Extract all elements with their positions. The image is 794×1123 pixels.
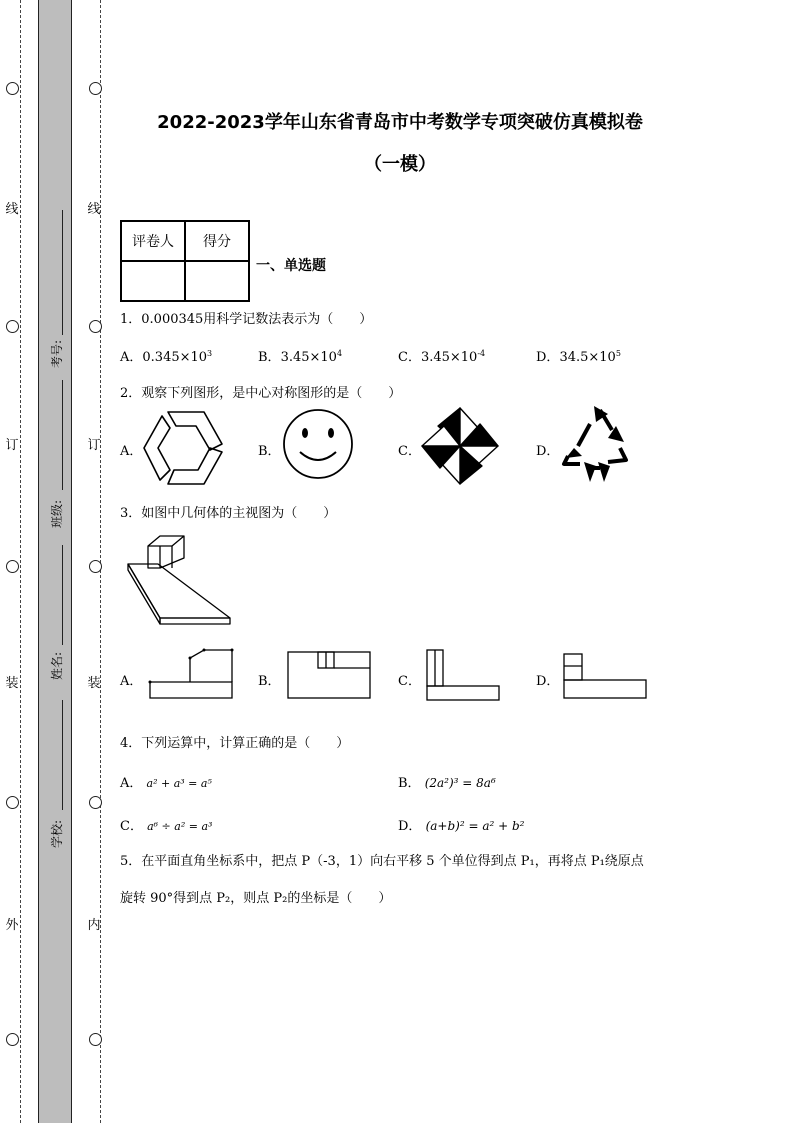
- question-1-option-d[interactable]: [536, 346, 621, 365]
- question-4-option-a[interactable]: [120, 772, 212, 791]
- binding-char-nei: 内: [87, 918, 101, 933]
- score-table-score-header: 得分: [185, 221, 249, 261]
- front-view-b-figure: [286, 650, 372, 700]
- binding-char-ding: 订: [87, 438, 101, 453]
- question-2-option-a[interactable]: A．: [120, 444, 143, 459]
- question-5-stem-line-1: 5．在平面直角坐标系中，把点 P（-3，1）向右平移 5 个单位得到点 P₁，再将点 P₁绕原点: [120, 854, 644, 869]
- smiley-face-figure: [282, 408, 354, 480]
- question-3-option-c[interactable]: C．: [398, 674, 421, 689]
- field-line-school[interactable]: [62, 700, 63, 810]
- option-label: D．: [398, 819, 422, 834]
- option-expression: a⁶ ÷ a² = a³: [147, 820, 213, 833]
- binding-dash-line-outer: [20, 0, 21, 1123]
- option-expression: (2a²)³ = 8a⁶: [424, 776, 496, 790]
- option-expression: (a+b)² = a² + b²: [425, 819, 525, 833]
- section-heading: 一、单选题: [256, 258, 326, 274]
- binding-hole: [89, 1033, 102, 1046]
- question-3-option-b[interactable]: B．: [258, 674, 281, 689]
- option-exponent: 4: [336, 349, 343, 358]
- binding-hole: [6, 1033, 19, 1046]
- question-5-stem-line-2: 旋转 90°得到点 P₂，则点 P₂的坐标是（ ）: [120, 891, 392, 906]
- score-table-score-cell[interactable]: [185, 261, 249, 301]
- binding-hole: [6, 320, 19, 333]
- front-view-d-figure: [562, 652, 648, 700]
- question-2-option-b[interactable]: B．: [258, 444, 281, 459]
- pinwheel-figure: [420, 406, 500, 486]
- solid-figure: [124, 530, 244, 634]
- question-3-option-a[interactable]: A．: [120, 674, 143, 689]
- front-view-c-figure: [425, 648, 501, 702]
- recycle-arrows-figure: [560, 404, 630, 486]
- question-1-option-c[interactable]: [398, 346, 485, 365]
- option-value: 0.345×10: [142, 350, 208, 365]
- option-label: A．: [120, 776, 143, 791]
- option-label: D．: [536, 350, 560, 365]
- question-3-option-d[interactable]: D．: [536, 674, 560, 689]
- binding-hole: [89, 796, 102, 809]
- option-expression: a² + a³ = a⁵: [146, 777, 212, 790]
- binding-hole: [89, 320, 102, 333]
- question-4-option-c[interactable]: [120, 815, 212, 834]
- binding-char-ding: 订: [5, 438, 19, 453]
- question-4-option-b[interactable]: [398, 772, 496, 791]
- option-label: C．: [398, 350, 421, 365]
- exam-title: 2022-2023学年山东省青岛市中考数学专项突破仿真模拟卷: [157, 112, 643, 133]
- question-2-stem: 2．观察下列图形，是中心对称图形的是（ ）: [120, 386, 402, 401]
- binding-hole: [6, 82, 19, 95]
- option-exponent: -4: [477, 349, 486, 358]
- question-1-stem: 1．0.000345用科学记数法表示为（ ）: [120, 312, 373, 327]
- field-label-name: 姓名:: [50, 651, 64, 680]
- binding-char-zhuang: 装: [87, 676, 101, 691]
- binding-hole: [6, 796, 19, 809]
- field-label-class: 班级:: [50, 499, 64, 528]
- binding-hole: [89, 82, 102, 95]
- option-label: C．: [120, 819, 143, 834]
- option-value: 3.45×10: [420, 350, 478, 365]
- binding-char-xian: 线: [5, 202, 19, 217]
- question-1-option-b[interactable]: [258, 346, 342, 365]
- binding-char-zhuang: 装: [5, 676, 19, 691]
- question-4-stem: 4．下列运算中，计算正确的是（ ）: [120, 736, 350, 751]
- exam-subtitle: （一模）: [364, 154, 436, 175]
- impossible-triangle-figure: [140, 408, 230, 488]
- field-line-class[interactable]: [62, 380, 63, 490]
- field-label-school: 学校:: [50, 819, 64, 848]
- binding-strip: [38, 0, 72, 1123]
- question-4-option-d[interactable]: [398, 815, 524, 834]
- score-table-grader-cell[interactable]: [121, 261, 185, 301]
- field-label-exam-number: 考号:: [50, 339, 64, 368]
- question-2-option-c[interactable]: C．: [398, 444, 421, 459]
- score-table: [120, 220, 250, 302]
- option-exponent: 5: [615, 349, 621, 358]
- option-label: A．: [120, 350, 143, 365]
- binding-hole: [6, 560, 19, 573]
- option-value: 34.5×10: [559, 350, 616, 365]
- option-exponent: 3: [207, 349, 213, 358]
- option-label: B．: [398, 776, 421, 791]
- score-table-grader-header: 评卷人: [121, 221, 185, 261]
- question-3-stem: 3．如图中几何体的主视图为（ ）: [120, 506, 337, 521]
- question-2-option-d[interactable]: D．: [536, 444, 560, 459]
- binding-char-xian: 线: [87, 202, 101, 217]
- field-line-exam-number[interactable]: [62, 210, 63, 335]
- option-value: 3.45×10: [280, 350, 337, 365]
- binding-hole: [89, 560, 102, 573]
- binding-char-wai: 外: [5, 918, 19, 933]
- front-view-a-figure: [148, 648, 234, 700]
- option-label: B．: [258, 350, 281, 365]
- question-1-option-a[interactable]: [120, 346, 212, 365]
- field-line-name[interactable]: [62, 545, 63, 645]
